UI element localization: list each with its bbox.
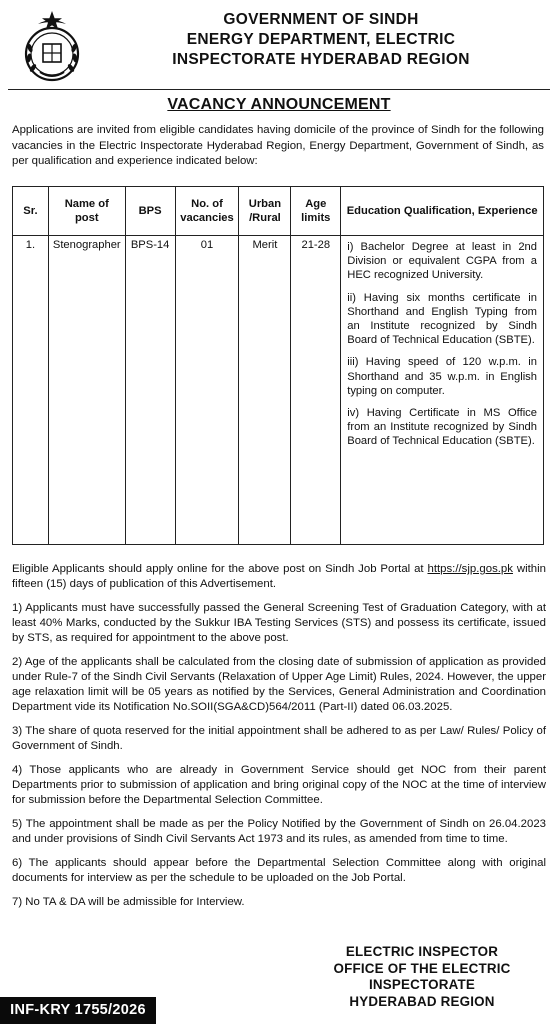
reference-number-badge: INF-KRY 1755/2026 — [0, 997, 156, 1024]
condition-item: 1) Applicants must have successfully passed the General Screening Test of Graduation Category, with at least 40% Marks, conducted by the Sukkur IBA Testing Services (STS) and possess its certificate, issued by STS, as required for appointment to the above post. — [12, 602, 546, 644]
table-header-row — [13, 187, 544, 236]
header-line-department: ENERGY DEPARTMENT, ELECTRIC — [186, 31, 456, 48]
signature-line-inspectorate: INSPECTORATE — [368, 977, 476, 992]
announcement-title — [0, 96, 558, 114]
intro-paragraph: Applications are invited from eligible candidates having domicile of the province of Sindh for the following vacancies in the Electric Inspectorate Hyderabad Region, Energy Department, Government of Sindh, as per qualification and experience indicated below: — [12, 124, 544, 168]
column-header-sr: Sr. — [13, 187, 49, 236]
condition-item: 2) Age of the applicants shall be calculated from the closing date of submission of application as provided under Rule-7 of the Sindh Civil Servants (Relaxation of Upper Age Limit) Rules, 2024. However, the upper age relaxation limit will be 05 years as notified by the Services, General Administration and Coordination Department vide its Notification No.SOII(SGA&CD)564/2011 (Part-II) dated 06.03.2025. — [12, 656, 546, 713]
cell-bps: BPS-14 — [125, 236, 175, 545]
education-item: ii) Having six months certificate in Shorthand and English Typing from an Institute recognized by Sindh Board of Technical Education (SBTE). — [347, 291, 537, 347]
column-header-age: Age limits — [291, 187, 341, 236]
cell-vacancies: 01 — [175, 236, 239, 545]
condition-item: 3) The share of quota reserved for the initial appointment shall be adhered to as per Law/ Rules/ Policy of Government of Sindh. — [12, 725, 546, 752]
column-header-bps: BPS — [125, 187, 175, 236]
apply-deadline-text: within fifteen (15) days of publication of this Advertisement. — [12, 563, 546, 590]
header-title — [100, 10, 542, 70]
cell-sr: 1. — [13, 236, 49, 545]
condition-item: 4) Those applicants who are already in Government Service should get NOC from their parent Departments prior to submission of application and bring original copy of the NOC at the time of interview for submission before the Departmental Selection Committee. — [12, 764, 546, 806]
apply-text: Eligible Applicants should apply online for the above post on Sindh Job Portal at — [12, 563, 428, 575]
signature-block — [302, 944, 542, 1010]
vacancy-table — [12, 186, 544, 545]
column-header-education: Education Qualification, Experience — [341, 187, 544, 236]
sindh-emblem-icon — [20, 10, 84, 84]
education-item: iii) Having speed of 120 w.p.m. in Shorthand and 35 w.p.m. in English typing on computer. — [347, 356, 537, 397]
cell-post-name: Stenographer — [48, 236, 125, 545]
cell-education — [341, 236, 544, 545]
condition-item: 5) The appointment shall be made as per the Policy Notified by the Government of Sindh on 26.04.2023 and under provisions of Sindh Civil Servants Act 1973 and its rules, as amended from time to time. — [12, 818, 546, 845]
signature-line-office: OFFICE OF THE ELECTRIC — [333, 960, 511, 976]
cell-age-limits: 21-28 — [291, 236, 341, 545]
conditions-list — [12, 562, 546, 919]
table-row — [13, 236, 544, 545]
header-line-region: INSPECTORATE HYDERABAD REGION — [172, 51, 470, 68]
job-portal-link[interactable]: https://sjp.gos.pk — [427, 563, 513, 575]
signature-line-title: ELECTRIC INSPECTOR — [345, 944, 499, 959]
cell-urban-rural: Merit — [239, 236, 291, 545]
education-item: i) Bachelor Degree at least in 2nd Division or equivalent CGPA from a HEC recognized University. — [347, 241, 537, 282]
header — [0, 0, 558, 88]
condition-item: 7) No TA & DA will be admissible for Interview. — [12, 896, 245, 908]
announcement-title-text: VACANCY ANNOUNCEMENT — [167, 96, 391, 113]
column-header-urban-rural: Urban /Rural — [239, 187, 291, 236]
column-header-vacancies: No. of vacancies — [175, 187, 239, 236]
apply-instructions — [12, 562, 546, 592]
header-line-government: GOVERNMENT OF SINDH — [223, 11, 419, 28]
condition-item: 6) The applicants should appear before the Departmental Selection Committee along with original documents for interview as per the schedule to be uploaded on the Job Portal. — [12, 857, 546, 884]
signature-line-region: HYDERABAD REGION — [349, 993, 495, 1009]
header-divider — [8, 89, 550, 90]
column-header-post: Name of post — [48, 187, 125, 236]
education-item: iv) Having Certificate in MS Office from an Institute recognized by Sindh Board of Technical Education (SBTE). — [347, 407, 537, 448]
